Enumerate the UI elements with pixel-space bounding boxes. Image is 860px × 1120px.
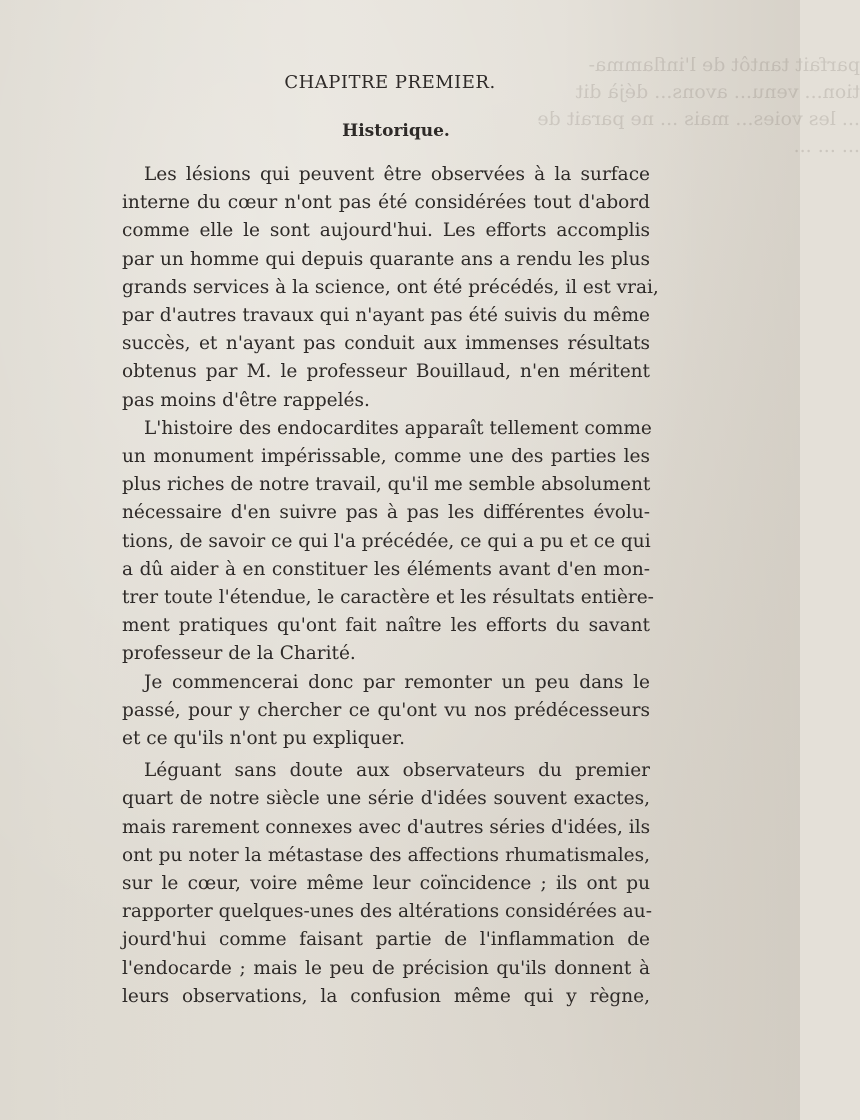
- paragraph-1: [122, 161, 659, 415]
- paragraph-2: [122, 415, 654, 669]
- text-line: tions, de savoir ce qui l'a précédée, ce qui a pu et ce qui: [122, 530, 651, 552]
- text-line: succès, et n'ayant pas conduit aux immenses résultats: [122, 333, 650, 355]
- text-line: par d'autres travaux qui n'ayant pas été suivis du même: [122, 305, 650, 327]
- text-line: sur le cœur, voire même leur coïncidence ; ils ont pu: [122, 873, 650, 895]
- chapter-title: CHAPITRE PREMIER.: [284, 72, 496, 93]
- bleed-through-line: ... ... ...: [793, 135, 860, 157]
- text-line: jourd'hui comme faisant partie de l'inflammation de: [122, 929, 650, 951]
- text-line: quart de notre siècle une série d'idées souvent exactes,: [122, 788, 650, 810]
- text-line: pas moins d'être rappelés.: [122, 389, 370, 411]
- text-line: comme elle le sont aujourd'hui. Les efforts accomplis: [122, 220, 650, 242]
- bleed-through-line: ... les voies... mais ... ne parait de: [537, 108, 860, 130]
- text-line: obtenus par M. le professeur Bouillaud, n'en méritent: [122, 361, 650, 383]
- text-line: plus riches de notre travail, qu'il me semble absolument: [122, 474, 651, 496]
- text-line: a dû aider à en constituer les éléments avant d'en mon-: [122, 558, 650, 580]
- text-line: l'endocarde ; mais le peu de précision qu'ils donnent à: [122, 957, 650, 979]
- text-line: mais rarement connexes avec d'autres séries d'idées, ils: [122, 816, 651, 838]
- paragraph-4: [122, 757, 650, 1011]
- bleed-through-line: parfait tantôt de l'inflamma-: [588, 54, 860, 76]
- text-line: professeur de la Charité.: [122, 643, 356, 665]
- text-line: et ce qu'ils n'ont pu expliquer.: [122, 728, 405, 750]
- text-line: Je commencerai donc par remonter un peu dans le: [144, 671, 650, 693]
- text-line: leurs observations, la confusion même qui y règne,: [122, 985, 650, 1007]
- text-line: ont pu noter la métastase des affections rhumatismales,: [122, 844, 650, 866]
- text-line: L'histoire des endocardites apparaît tellement comme: [144, 417, 652, 439]
- text-line: Les lésions qui peuvent être observées à la surface: [144, 164, 650, 185]
- text-line: trer toute l'étendue, le caractère et les résultats entière-: [122, 587, 654, 609]
- section-title: Historique.: [342, 121, 450, 141]
- text-line: par un homme qui depuis quarante ans a rendu les plus: [122, 248, 650, 270]
- text-line: interne du cœur n'ont pas été considérées tout d'abord: [122, 192, 650, 214]
- bleed-through-line: tion... venu... avons... déjà dit: [575, 81, 860, 103]
- text-line: rapporter quelques-unes des altérations considérées au-: [122, 901, 652, 923]
- text-line: grands services à la science, ont été précédés, il est vrai,: [122, 276, 659, 298]
- text-line: nécessaire d'en suivre pas à pas les différentes évolu-: [122, 502, 650, 524]
- paragraph-3: [122, 669, 650, 754]
- page-content: [122, 72, 659, 1011]
- text-line: un monument impérissable, comme une des parties les: [122, 446, 650, 468]
- text-line: passé, pour y chercher ce qu'ont vu nos prédécesseurs: [122, 699, 650, 721]
- text-line: Léguant sans doute aux observateurs du premier: [144, 760, 650, 782]
- text-line: ment pratiques qu'ont fait naître les efforts du savant: [122, 615, 650, 637]
